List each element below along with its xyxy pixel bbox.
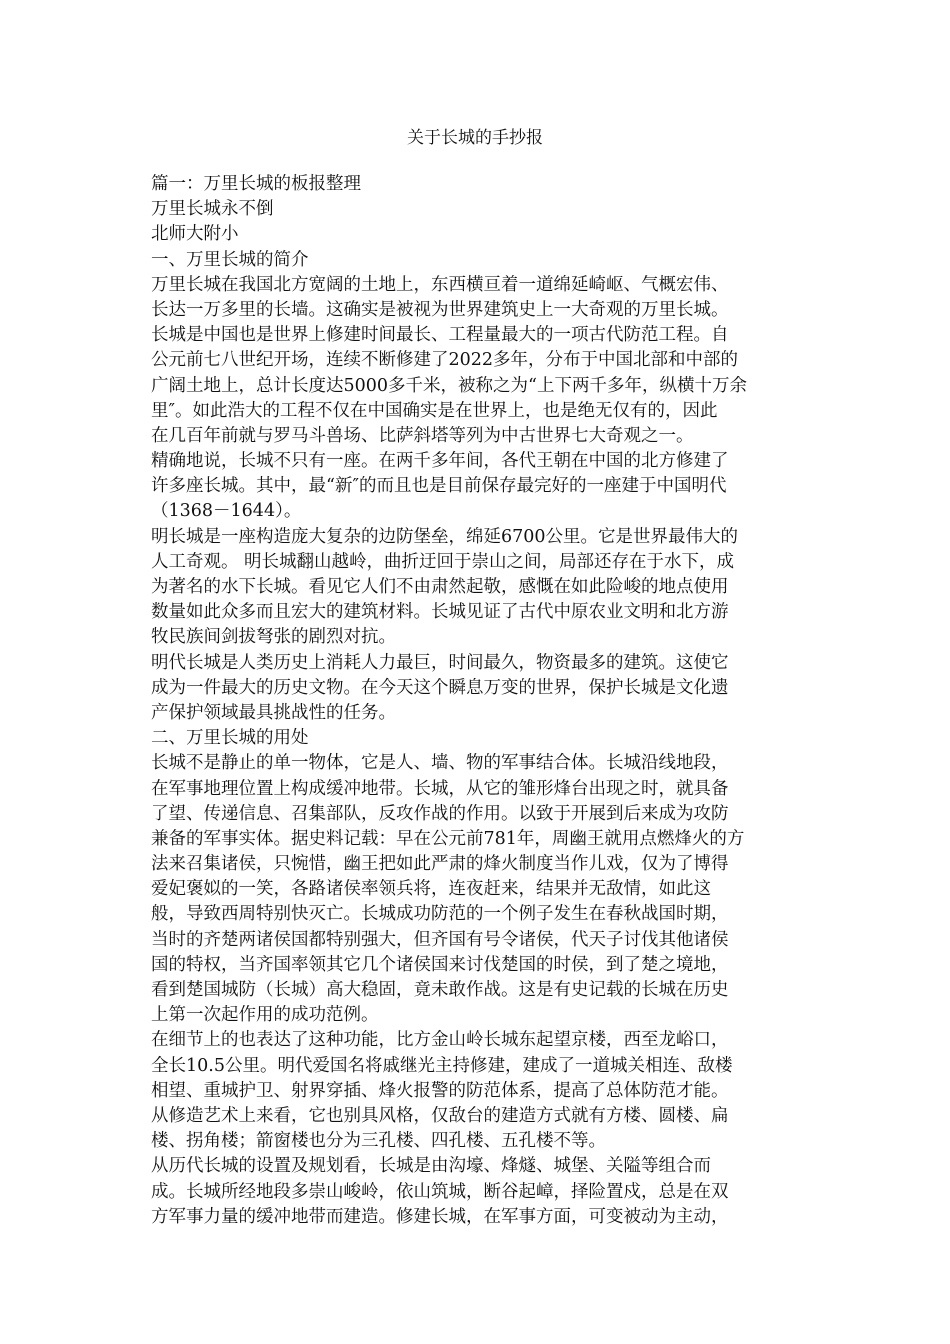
text-line: 上第一次起作用的成功范例。 [151,1005,379,1026]
text-line: 北师大附小 [151,224,239,245]
text-line: 许多座长城。其中，最“新″的而且也是目前保存最完好的一座建于中国明代 [151,476,727,497]
text-line: 长城不是静止的单一物体，它是人、墙、物的军事结合体。长城沿线地段， [151,753,729,774]
document-title: 关于长城的手抄报 [407,128,543,148]
text-line: 在军事地理位置上构成缓冲地带。长城，从它的雏形烽台出现之时，就具备 [151,778,729,799]
text-line: 成为一件最大的历史文物。在今天这个瞬息万变的世界，保护长城是文化遗 [151,677,729,698]
text-line: 数量如此众多而且宏大的建筑材料。长城见证了古代中原农业文明和北方游 [151,602,729,623]
text-line: 明长城是一座构造庞大复杂的边防堡垒，绵延6700公里。它是世界最伟大的 [151,526,739,547]
text-line: 在细节上的也表达了这种功能，比方金山岭长城东起望京楼，西至龙峪口， [151,1030,729,1051]
text-line: 篇一：万里长城的板报整理 [151,174,361,194]
text-line: 公元前七八世纪开场，连续不断修建了2022多年，分布于中国北部和中部的 [151,350,739,371]
text-line: 明代长城是人类历史上消耗人力最巨，时间最久，物资最多的建筑。这使它 [151,652,729,673]
text-line: 成。长城所经地段多崇山峻岭，依山筑城，断谷起嶂，择险置戍，总是在双 [151,1181,729,1202]
text-line: 万里长城在我国北方宽阔的土地上，东西横亘着一道绵延崎岖、气概宏伟、 [151,274,729,295]
text-line: 国的特权，当齐国率领其它几个诸侯国来讨伐楚国的时侯，到了楚之境地， [151,954,729,975]
text-line: 牧民族间剑拔弩张的剧烈对抗。 [151,627,396,648]
text-line: 看到楚国城防（长城）高大稳固，竟未敢作战。这是有史记载的长城在历史 [151,980,729,1000]
text-line: 在几百年前就与罗马斗兽场、比萨斜塔等列为中古世界七大奇观之一。 [151,425,694,446]
text-line: 产保护领域最具挑战性的任务。 [151,702,396,723]
text-line: 当时的齐楚两诸侯国都特别强大，但齐国有号令诸侯，代天子讨伐其他诸侯 [151,929,729,950]
text-line: 从修造艺术上来看，它也别具风格，仅敌台的建造方式就有方楼、圆楼、扁 [151,1105,729,1126]
text-line: 兼备的军事实体。据史料记载：早在公元前781年，周幽王就用点燃烽火的方 [151,828,745,849]
text-line: 长达一万多里的长墙。这确实是被视为世界建筑史上一大奇观的万里长城。 [151,299,729,320]
text-line: 从历代长城的设置及规划看，长城是由沟壕、烽燧、城堡、关隘等组合而 [151,1156,711,1177]
text-line: 了望、传递信息、召集部队，反攻作战的作用。以致于开展到后来成为攻防 [151,803,729,824]
text-line: 为著名的水下长城。看见它人们不由肃然起敬，感慨在如此险峻的地点使用 [151,577,729,597]
text-line: 法来召集诸侯，只惋惜，幽王把如此严肃的烽火制度当作儿戏，仅为了博得 [151,854,729,875]
text-line: 万里长城永不倒 [151,199,274,220]
text-line: 精确地说，长城不只有一座。在两千多年间，各代王朝在中国的北方修建了 [151,451,729,472]
text-line: 爱妃褒姒的一笑，各路诸侯率领兵将，连夜赶来，结果并无敌情，如此这 [151,879,711,900]
text-line: 全长10.5公里。明代爱国名将戚继光主持修建，建成了一道城关相连、敌楼 [151,1055,733,1076]
text-line: （1368－1644）。 [151,501,302,522]
document-body [151,172,806,1230]
text-line: 人工奇观。 明长城翻山越岭，曲折迂回于崇山之间，局部还存在于水下，成 [151,551,735,572]
text-line: 般，导致西周特别快灭亡。长城成功防范的一个例子发生在春秋战国时期， [151,904,729,925]
text-line: 一、万里长城的简介 [151,249,309,270]
text-line: 里″。如此浩大的工程不仅在中国确实是在世界上，也是绝无仅有的，因此 [151,400,718,421]
text-line: 方军事力量的缓冲地带而建造。修建长城，在军事方面，可变被动为主动， [151,1206,729,1227]
text-line: 广阔土地上，总计长度达5000多千米，被称之为“上下两千多年，纵横十万余 [151,375,747,396]
text-line: 楼、拐角楼；箭窗楼也分为三孔楼、四孔楼、五孔楼不等。 [151,1131,606,1152]
text-line: 相望、重城护卫、射界穿插、烽火报警的防范体系，提高了总体防范才能。 [151,1080,729,1101]
text-line: 二、万里长城的用处 [151,728,309,749]
text-line: 长城是中国也是世界上修建时间最长、工程量最大的一项古代防范工程。自 [151,325,729,346]
